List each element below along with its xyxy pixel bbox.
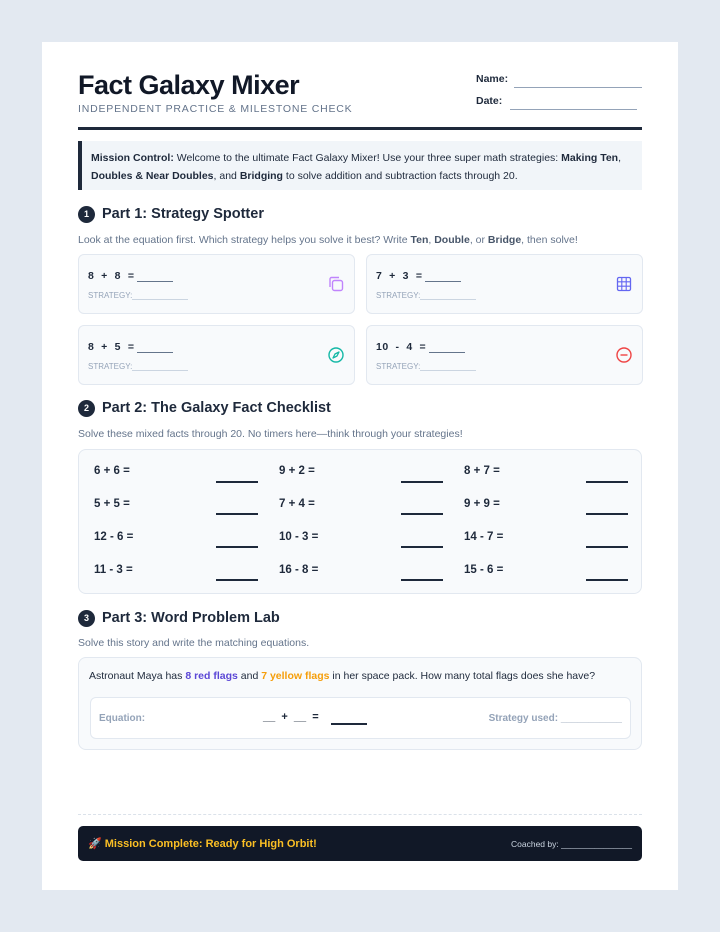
strategy-making-ten: Making Ten [561, 152, 619, 164]
keyword-ten: Ten [410, 234, 429, 246]
section-description: Solve this story and write the matching equations. [78, 637, 310, 649]
strategy-line[interactable] [420, 299, 476, 300]
answer-line[interactable] [401, 546, 443, 548]
strategy-bridging: Bridging [239, 170, 283, 182]
keyword-bridge: Bridge [487, 234, 522, 246]
name-label: Name: [476, 73, 509, 85]
mission-text: to solve addition and subtraction facts through 20. [282, 170, 518, 182]
strategy-label: STRATEGY: [88, 291, 133, 300]
strategy-used-field[interactable]: Strategy used: ___________ [488, 713, 622, 724]
fact-item: 10 - 3 = [279, 531, 319, 543]
answer-line[interactable] [216, 546, 258, 548]
desc-text: , then solve! [521, 234, 578, 246]
card-equation: 7 + 3 = [376, 270, 423, 282]
fact-checklist [78, 449, 642, 594]
answer-line[interactable] [401, 481, 443, 483]
fact-item: 7 + 4 = [279, 498, 315, 510]
answer-line[interactable] [401, 579, 443, 581]
page-title: Fact Galaxy Mixer [78, 70, 300, 100]
fact-item: 15 - 6 = [464, 564, 504, 576]
strategy-line[interactable] [132, 299, 188, 300]
section-title: Part 2: The Galaxy Fact Checklist [102, 400, 331, 416]
answer-line[interactable] [137, 352, 173, 353]
mission-callout [78, 141, 642, 190]
equation-box [90, 697, 631, 739]
section-title: Part 3: Word Problem Lab [102, 610, 280, 626]
story-yellow-flags: 7 yellow flags [261, 670, 330, 682]
answer-line[interactable] [586, 513, 628, 515]
minus-circle-icon [615, 346, 633, 364]
page-subtitle: INDEPENDENT PRACTICE & MILESTONE CHECK [78, 103, 353, 115]
footer-divider [78, 814, 642, 815]
grid-icon [615, 275, 633, 293]
copy-icon [327, 275, 345, 293]
story-text: in her space pack. How many total flags does she have? [329, 670, 596, 682]
worksheet-page [42, 42, 678, 890]
mission-text: Welcome to the ultimate Fact Galaxy Mixer! Use your three super math strategies: [173, 152, 562, 164]
fact-item: 5 + 5 = [94, 498, 130, 510]
strategy-label: STRATEGY: [88, 362, 133, 371]
header-divider [78, 127, 642, 130]
card-equation: 10 - 4 = [376, 341, 427, 353]
story-text: and [237, 670, 262, 682]
equation-label: Equation: [99, 713, 146, 724]
fact-item: 12 - 6 = [94, 531, 134, 543]
strategy-label: STRATEGY: [376, 362, 421, 371]
story-text: Astronaut Maya has [89, 670, 186, 682]
footer-message: 🚀 Mission Complete: Ready for High Orbit! [88, 838, 317, 850]
desc-text: Look at the equation first. Which strategy helps you solve it best? Write [78, 234, 411, 246]
fact-item: 11 - 3 = [94, 564, 133, 576]
strategy-card [366, 254, 643, 314]
answer-line[interactable] [137, 281, 173, 282]
answer-line[interactable] [216, 579, 258, 581]
fact-item: 9 + 2 = [279, 465, 315, 477]
answer-line[interactable] [425, 281, 461, 282]
strategy-card [366, 325, 643, 385]
strategy-card [78, 254, 355, 314]
section-number: 2 [78, 400, 95, 417]
section-description: Solve these mixed facts through 20. No timers here—think through your strategies! [78, 428, 463, 440]
fact-item: 14 - 7 = [464, 531, 504, 543]
mission-sep: , [618, 152, 622, 164]
answer-line[interactable] [586, 579, 628, 581]
answer-line[interactable] [429, 352, 465, 353]
coached-by-field[interactable]: Coached by: _______________ [511, 839, 632, 849]
compass-icon [327, 346, 345, 364]
fact-item: 16 - 8 = [279, 564, 319, 576]
answer-line[interactable] [331, 723, 367, 725]
answer-line[interactable] [401, 513, 443, 515]
mission-lead: Mission Control: [91, 152, 174, 164]
answer-line[interactable] [586, 546, 628, 548]
strategy-line[interactable] [420, 370, 476, 371]
name-field[interactable] [514, 87, 642, 88]
mission-text: , and [213, 170, 240, 182]
word-problem-card [78, 657, 642, 750]
strategy-label: STRATEGY: [376, 291, 421, 300]
answer-line[interactable] [216, 481, 258, 483]
fact-item: 9 + 9 = [464, 498, 500, 510]
word-problem-text [89, 670, 595, 682]
desc-sep: , or [469, 234, 488, 246]
section-number: 1 [78, 206, 95, 223]
fact-item: 6 + 6 = [94, 465, 130, 477]
date-label: Date: [476, 95, 503, 107]
strategy-doubles: Doubles & Near Doubles [91, 170, 214, 182]
answer-line[interactable] [586, 481, 628, 483]
strategy-card [78, 325, 355, 385]
footer-banner [78, 826, 642, 861]
date-field[interactable] [510, 109, 637, 110]
desc-sep: , [428, 234, 435, 246]
section-title: Part 1: Strategy Spotter [102, 206, 264, 222]
section-number: 3 [78, 610, 95, 627]
card-equation: 8 + 8 = [88, 270, 135, 282]
strategy-line[interactable] [132, 370, 188, 371]
answer-line[interactable] [216, 513, 258, 515]
section-description [78, 234, 578, 246]
equation-blanks[interactable]: __ + __ = [263, 711, 319, 723]
fact-item: 8 + 7 = [464, 465, 500, 477]
keyword-double: Double [434, 234, 470, 246]
card-equation: 8 + 5 = [88, 341, 135, 353]
story-red-flags: 8 red flags [185, 670, 238, 682]
